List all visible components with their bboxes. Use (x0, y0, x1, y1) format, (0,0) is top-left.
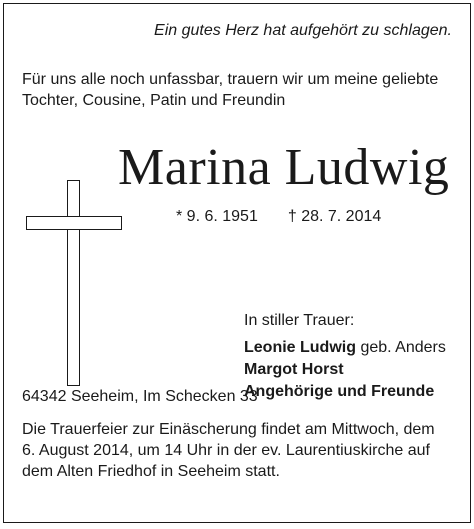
funeral-line: Die Trauerfeier zur Einäscherung findet am Mittwoch, dem (22, 421, 435, 438)
mourner-entry (244, 381, 446, 403)
funeral-details (22, 419, 462, 482)
life-dates (176, 208, 381, 226)
intro-text (22, 69, 462, 111)
intro-line: Tochter, Cousine, Patin und Freundin (22, 92, 286, 109)
address: 64342 Seeheim, Im Schecken 33 (22, 388, 258, 405)
motto: Ein gutes Herz hat aufgehört zu schlagen. (154, 22, 452, 39)
funeral-line: dem Alten Friedhof in Seeheim statt. (22, 463, 280, 480)
funeral-line: 6. August 2014, um 14 Uhr in der ev. Laurentiuskirche auf (22, 442, 430, 459)
death-date: † 28. 7. 2014 (287, 208, 382, 225)
cross-intersection (69, 218, 78, 228)
mourner-entry (244, 337, 446, 359)
mourner-entry (244, 359, 446, 381)
deceased-name: Marina Ludwig (118, 139, 450, 196)
mourner-name: Margot Horst (244, 361, 344, 378)
mourner-name: Angehörige und Freunde (244, 383, 435, 400)
mourning-label: In stiller Trauer: (244, 312, 355, 329)
intro-line: Für uns alle noch unfassbar, trauern wir um meine geliebte (22, 71, 439, 88)
cross-vertical-beam (67, 180, 80, 386)
obituary-notice (3, 3, 471, 523)
mourner-name: Leonie Ludwig (244, 339, 356, 356)
mourner-suffix: geb. Anders (360, 339, 446, 356)
birth-date: * 9. 6. 1951 (176, 208, 258, 225)
mourners-block (244, 310, 446, 403)
latin-cross-icon (26, 180, 122, 386)
